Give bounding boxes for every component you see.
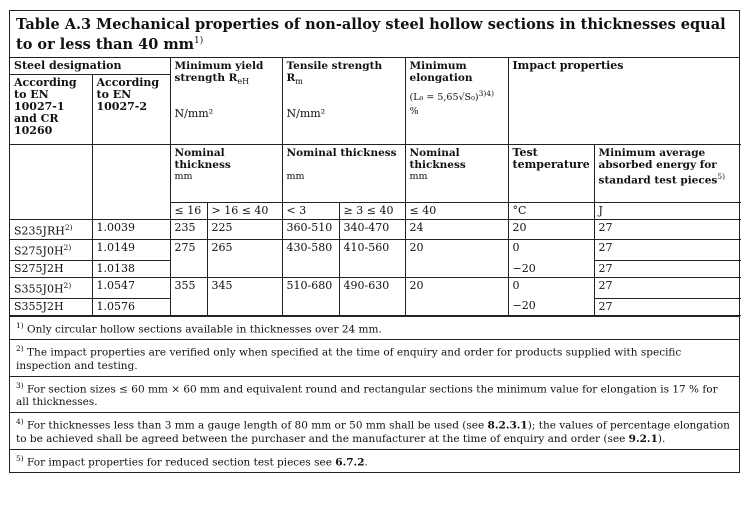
steel-name: S275J2H [14, 262, 64, 276]
elongation-value: 20 [405, 240, 508, 278]
header-steel-designation: Steel designation [10, 58, 170, 75]
header-blank-1 [10, 144, 92, 219]
header-tensile-sub: m [295, 76, 303, 86]
header-according-en10027-1: According to EN 10027-1 and CR 10260 [10, 74, 92, 144]
tensile-3-40: 340-470 [339, 219, 405, 240]
footnote-mark: 3) [16, 380, 24, 390]
steel-note: 2) [63, 281, 72, 291]
header-nominal-thickness-yield [170, 144, 282, 202]
thickness-le40: ≤ 40 [405, 202, 508, 219]
footnote-mark: 5) [16, 453, 24, 463]
yield-le16: 275 [170, 240, 207, 278]
steel-number: 1.0138 [92, 261, 170, 278]
footnote-mark: 2) [16, 344, 24, 354]
header-impact-properties: Impact properties [508, 58, 741, 145]
footnote-text: The impact properties are verified only when specified at the time of enquiry and order for products supplied with specific inspection and testing. [16, 346, 682, 372]
yield-le16: 355 [170, 278, 207, 316]
test-temperature: −20 [508, 261, 594, 278]
header-test-temperature: Test temperature [508, 144, 594, 202]
table-title-text: Table A.3 Mechanical properties of non-alloy steel hollow sections in thicknesses equal to or less than 40 mm [16, 16, 726, 53]
steel-name: S235JRH [14, 224, 65, 238]
clause-reference: 9.2.1 [628, 432, 658, 445]
footnote-text: For section sizes ≤ 60 mm × 60 mm and equivalent round and rectangular sections the minimum value for elongation is 17 % for all thicknesses. [16, 383, 718, 409]
header-min-elongation: Minimum elongation [409, 59, 473, 84]
footnote-text: . [364, 456, 368, 469]
steel-number: 1.0576 [92, 298, 170, 315]
header-min-yield-sub: eH [237, 76, 250, 86]
footnote-1 [10, 316, 739, 340]
unit-yield: N/mm² [174, 106, 214, 120]
elongation-formula-note: 3)4) [478, 88, 494, 98]
table-row [10, 278, 741, 299]
steel-number: 1.0149 [92, 240, 170, 261]
test-temperature: 0 [508, 278, 594, 299]
footnote-text: For thicknesses less than 3 mm a gauge length of 80 mm or 50 mm shall be used (see [27, 419, 488, 432]
footnote-mark: 4) [16, 417, 24, 427]
tensile-lt3: 510-680 [282, 278, 339, 316]
footnote-5 [10, 449, 739, 473]
unit-temperature: °C [508, 202, 594, 219]
standards-table-document [9, 10, 740, 473]
header-min-energy-cell [594, 144, 741, 202]
yield-le16: 235 [170, 219, 207, 240]
header-nominal-thickness-tensile [282, 144, 405, 202]
yield-16-40: 225 [207, 219, 282, 240]
yield-16-40: 345 [207, 278, 282, 316]
footnote-text: ); the values of percentage elongation to be achieved shall be agreed between the purchaser and the manufacturer at the time of enquiry and order (see [16, 419, 730, 445]
footnote-2 [10, 339, 739, 376]
steel-name: S355J0H [14, 282, 64, 296]
footnote-text: ). [657, 432, 666, 445]
nominal-thickness-label-1: Nominal thickness [174, 146, 231, 171]
tensile-3-40: 490-630 [339, 278, 405, 316]
thickness-le16: ≤ 16 [170, 202, 207, 219]
unit-elongation: % [409, 105, 419, 117]
header-according-en10027-2: According to EN 10027-2 [92, 74, 170, 144]
thickness-lt3: < 3 [282, 202, 339, 219]
steel-name: S355J2H [14, 299, 64, 313]
tensile-lt3: 430-580 [282, 240, 339, 278]
header-tensile-cell [282, 58, 405, 145]
tensile-3-40: 410-560 [339, 240, 405, 278]
absorbed-energy: 27 [594, 240, 741, 261]
steel-number: 1.0039 [92, 219, 170, 240]
elongation-value: 24 [405, 219, 508, 240]
thickness-16-40: > 16 ≤ 40 [207, 202, 282, 219]
footnote-text: For impact properties for reduced section test pieces see [27, 456, 336, 469]
mm-label-3: mm [409, 170, 428, 182]
steel-note: 2) [63, 243, 72, 253]
absorbed-energy: 27 [594, 278, 741, 299]
title-footnote-mark: 1) [194, 36, 204, 46]
mechanical-properties-table [10, 58, 741, 316]
mm-label-1: mm [174, 170, 193, 182]
table-row [10, 240, 741, 261]
header-blank-2 [92, 144, 170, 219]
table-title [10, 11, 739, 58]
header-min-yield-cell [170, 58, 282, 145]
clause-reference: 8.2.3.1 [487, 419, 528, 432]
unit-energy: J [594, 202, 741, 219]
test-temperature: 20 [508, 219, 594, 240]
header-nominal-thickness-elong [405, 144, 508, 202]
steel-name: S275J0H [14, 245, 64, 259]
absorbed-energy: 27 [594, 261, 741, 278]
steel-number: 1.0547 [92, 278, 170, 299]
clause-reference: 6.7.2 [335, 456, 365, 469]
footnote-3 [10, 376, 739, 413]
footnote-mark: 1) [16, 320, 24, 330]
unit-tensile: N/mm² [286, 106, 326, 120]
header-min-energy: Minimum average absorbed energy for standard test pieces [598, 146, 718, 187]
header-tensile: Tensile strength R [286, 59, 383, 84]
absorbed-energy: 27 [594, 219, 741, 240]
table-row [10, 219, 741, 240]
test-temperature: −20 [508, 298, 594, 315]
absorbed-energy: 27 [594, 298, 741, 315]
mm-label-2: mm [286, 170, 305, 182]
nominal-thickness-label-2: Nominal thickness [286, 146, 397, 159]
footnote-4 [10, 412, 739, 449]
tensile-lt3: 360-510 [282, 219, 339, 240]
header-min-energy-note: 5) [717, 171, 726, 181]
thickness-3-40: ≥ 3 ≤ 40 [339, 202, 405, 219]
footnote-text: Only circular hollow sections available in thicknesses over 24 mm. [27, 323, 382, 336]
steel-note: 2) [64, 222, 73, 232]
elongation-value: 20 [405, 278, 508, 316]
header-min-yield: Minimum yield strength R [174, 59, 264, 84]
nominal-thickness-label-3: Nominal thickness [409, 146, 466, 171]
test-temperature: 0 [508, 240, 594, 261]
yield-16-40: 265 [207, 240, 282, 278]
header-min-elong-cell [405, 58, 508, 145]
elongation-formula: (L₀ = 5,65√S₀) [409, 91, 479, 103]
